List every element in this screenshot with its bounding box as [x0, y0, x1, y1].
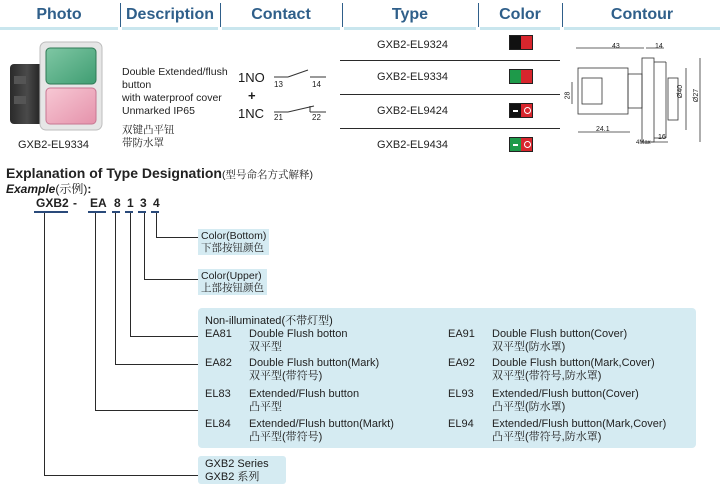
code-desc: Extended/Flush button(Markt) — [249, 418, 394, 430]
type-code: GXB2-EL9424 — [377, 105, 448, 117]
leader-line — [115, 364, 198, 365]
contact-no-label: 1NO — [238, 70, 265, 85]
color-swatch — [509, 69, 533, 84]
product-photo — [6, 36, 116, 136]
dimension-label: 14 — [655, 43, 663, 50]
code-desc: Double Flush botton — [249, 328, 348, 340]
dimension-label: Ø27 — [693, 88, 701, 103]
leader-line — [156, 213, 157, 237]
code-id: EL83 — [205, 388, 231, 400]
example-cn: (示例) — [55, 182, 88, 196]
code-underline — [125, 211, 133, 213]
table-header — [0, 0, 720, 30]
code-part-series: GXB2 — [36, 196, 69, 210]
dimension-label: 16 — [658, 134, 666, 141]
color-swatch — [509, 103, 533, 118]
swatch-right — [521, 36, 532, 49]
leader-line — [95, 213, 96, 410]
code-part-head: EA — [90, 196, 107, 210]
header-contour: Contour — [564, 3, 720, 30]
dimension-label: Ø40 — [677, 84, 685, 99]
description-line: button — [122, 79, 152, 91]
code-id: EL93 — [448, 388, 474, 400]
leader-line — [144, 213, 145, 279]
row-divider — [340, 128, 560, 129]
description-cn-line: 双键凸平钮 — [122, 124, 175, 136]
code-id: EA82 — [205, 357, 232, 369]
header-divider — [120, 3, 121, 27]
designation-title-cn: (型号命名方式解释) — [221, 169, 313, 181]
header-color: Color — [480, 3, 560, 30]
on-symbol-icon — [513, 144, 518, 146]
code-desc-cn: 双平型(防水罩) — [492, 341, 566, 353]
header-photo: Photo — [0, 3, 118, 30]
swatch-left — [510, 36, 521, 49]
code-id: EA92 — [448, 357, 475, 369]
color-swatch — [509, 137, 533, 152]
leader-line — [144, 279, 198, 280]
code-desc-cn: 凸平型(带符号) — [249, 431, 323, 443]
dimension-label: 43 — [612, 43, 620, 50]
description-line: Double Extended/flush — [122, 66, 228, 78]
leader-line — [115, 213, 116, 364]
dimension-label: 28 — [564, 91, 572, 100]
code-desc-cn: 凸平型(防水罩) — [492, 401, 566, 413]
code-desc: Double Flush button(Cover) — [492, 328, 628, 340]
color-upper-label: Color(Upper) — [201, 270, 262, 282]
example-en: Example — [6, 182, 56, 196]
code-underline — [88, 211, 106, 213]
color-upper-cn: 上部按钮颜色 — [201, 282, 264, 294]
code-desc-cn: 双平型 — [249, 341, 282, 353]
off-symbol-icon — [524, 141, 531, 148]
code-desc-cn: 双平型(带符号,防水罩) — [492, 370, 602, 382]
header-contact: Contact — [222, 3, 340, 30]
dimension-label: 4Max — [636, 140, 651, 146]
code-underline — [34, 211, 68, 213]
code-desc-cn: 凸平型 — [249, 401, 282, 413]
type-code: GXB2-EL9334 — [377, 71, 448, 83]
header-type: Type — [344, 3, 476, 30]
on-symbol-icon — [513, 110, 518, 112]
code-id: EA91 — [448, 328, 475, 340]
swatch-right — [521, 70, 532, 83]
code-id: EL84 — [205, 418, 231, 430]
leader-line — [44, 213, 45, 475]
code-desc-cn: 双平型(带符号) — [249, 370, 323, 382]
code-id: EA81 — [205, 328, 232, 340]
description-line: with waterproof cover — [122, 92, 222, 104]
code-part-dash: - — [73, 196, 77, 210]
code-part-digit: 1 — [127, 196, 134, 210]
color-bottom-box — [198, 229, 269, 255]
code-part-digit: 8 — [114, 196, 121, 210]
designation-title-en: Explanation of Type Designation — [6, 165, 222, 181]
contact-plus: + — [248, 88, 256, 103]
code-id: EL94 — [448, 418, 474, 430]
code-desc: Extended/Flush button(Cover) — [492, 388, 639, 400]
header-divider — [220, 3, 221, 27]
contact-terminal: 21 — [274, 113, 283, 122]
description-line: Unmarked IP65 — [122, 105, 195, 117]
non-illuminated-label: Non-illuminated — [205, 315, 282, 327]
code-part-digit: 4 — [153, 196, 160, 210]
leader-line — [130, 213, 131, 336]
code-underline — [112, 211, 120, 213]
contact-nc-label: 1NC — [238, 106, 265, 121]
series-cn: GXB2 系列 — [205, 471, 260, 483]
row-divider — [340, 60, 560, 61]
type-code: GXB2-EL9434 — [377, 139, 448, 151]
type-code: GXB2-EL9324 — [377, 39, 448, 51]
example-label — [6, 180, 91, 197]
leader-line — [130, 336, 198, 337]
code-desc: Double Flush button(Mark) — [249, 357, 380, 369]
example-colon: : — [87, 182, 92, 196]
color-bottom-cn: 下部按钮颜色 — [201, 242, 264, 254]
code-desc: Double Flush button(Mark,Cover) — [492, 357, 655, 369]
color-upper-box — [198, 269, 267, 295]
description-block — [122, 66, 234, 150]
push-button-image — [6, 36, 116, 136]
swatch-left — [510, 70, 521, 83]
leader-line — [95, 410, 198, 411]
leader-line — [44, 475, 198, 476]
off-symbol-icon — [524, 107, 531, 114]
code-desc-cn: 凸平型(带符号,防水罩) — [492, 431, 602, 443]
contact-terminal: 13 — [274, 80, 283, 89]
header-description: Description — [122, 3, 218, 30]
color-swatch — [509, 35, 533, 50]
description-cn-line: 带防水罩 — [122, 137, 164, 149]
code-desc: Extended/Flush button — [249, 388, 360, 400]
series-label-block — [205, 458, 269, 484]
dimension-label: 24.1 — [596, 126, 610, 133]
non-illuminated-cn: (不带灯型) — [281, 315, 333, 327]
header-divider — [562, 3, 563, 27]
color-bottom-label: Color(Bottom) — [201, 230, 267, 242]
code-desc: Extended/Flush button(Mark,Cover) — [492, 418, 667, 430]
code-underline — [151, 211, 159, 213]
product-model: GXB2-EL9334 — [18, 139, 89, 151]
row-divider — [340, 94, 560, 95]
header-divider — [342, 3, 343, 27]
contact-terminal: 14 — [312, 80, 321, 89]
contact-terminal: 22 — [312, 113, 321, 122]
header-divider — [478, 3, 479, 27]
code-part-digit: 3 — [140, 196, 147, 210]
non-illuminated-heading — [205, 312, 333, 328]
series-label: GXB2 Series — [205, 458, 269, 470]
leader-line — [156, 237, 198, 238]
